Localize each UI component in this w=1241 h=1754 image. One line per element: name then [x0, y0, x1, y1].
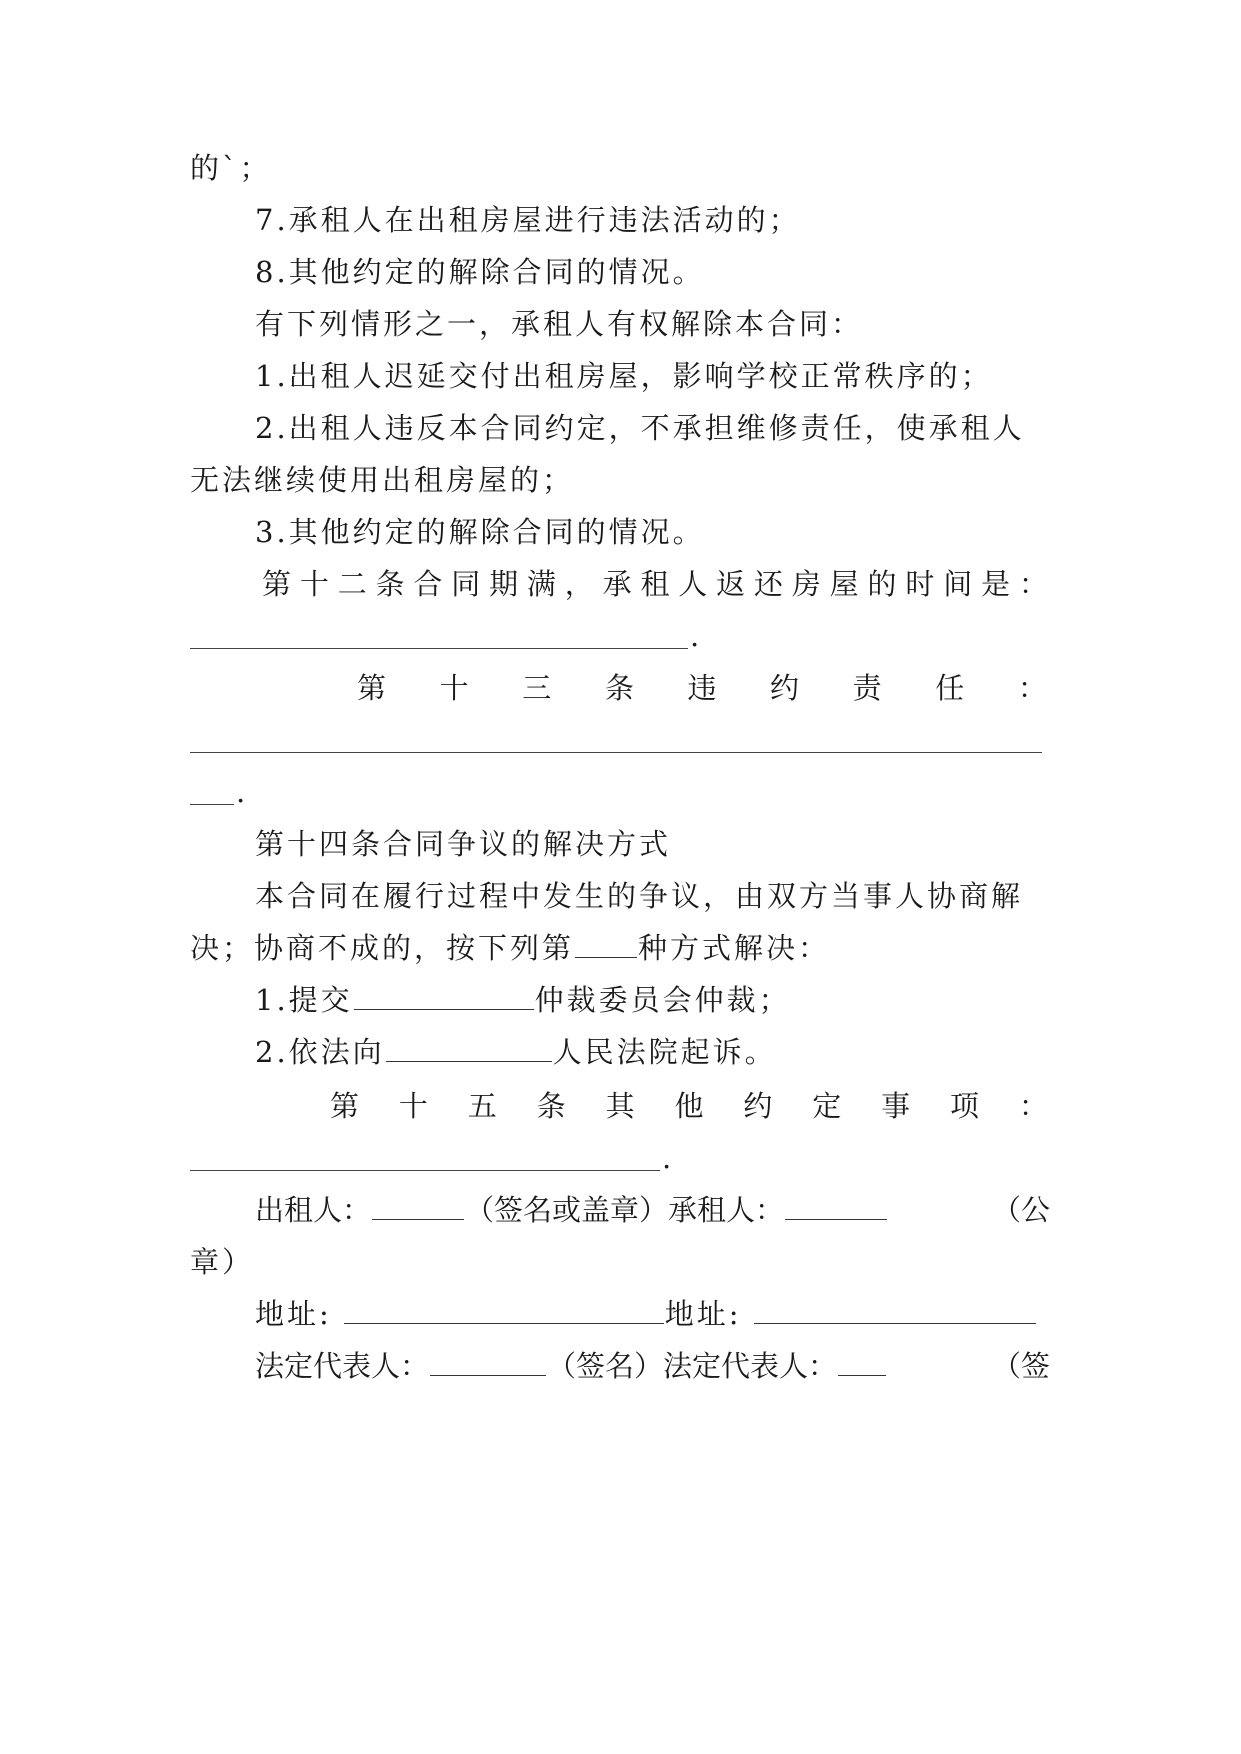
lessee-legal-rep-blank[interactable]: [838, 1349, 886, 1376]
period: .: [690, 619, 700, 653]
lessor-legal-rep-blank[interactable]: [430, 1349, 546, 1376]
text-segment: 人民法院起诉。: [552, 1035, 777, 1069]
period: .: [662, 1141, 672, 1175]
text-segment: （公: [991, 1193, 1050, 1227]
char: 三: [522, 671, 552, 705]
option-2: [255, 1032, 1050, 1072]
court-blank[interactable]: [386, 1035, 552, 1062]
lessor-legal-rep-label: 法定代表人： （签名）法定代表人：: [255, 1346, 887, 1386]
char: 项: [950, 1089, 980, 1123]
char: 责: [852, 671, 882, 705]
char: 五: [467, 1089, 497, 1123]
clause-item-2-cont: 无法继续使用出租房屋的；: [190, 463, 575, 497]
lessee-address-blank[interactable]: [754, 1297, 1036, 1324]
char: 二: [337, 567, 367, 601]
char: 十: [299, 567, 329, 601]
char: 同: [451, 567, 481, 601]
article-13-heading: [357, 668, 1047, 708]
char: 满: [526, 567, 556, 601]
char: 返: [716, 567, 746, 601]
char: ，: [564, 567, 594, 601]
text-segment: 仲裁委员会仲裁；: [534, 983, 791, 1017]
char: 屋: [829, 567, 859, 601]
char: 任: [935, 671, 965, 705]
char: 时: [905, 567, 935, 601]
char: 租: [640, 567, 670, 601]
char: 第: [357, 671, 387, 705]
char: 十: [398, 1089, 428, 1123]
char: 第: [262, 567, 292, 601]
legal-rep-line: [255, 1346, 1050, 1386]
text-segment: 2.依法向: [255, 1035, 385, 1069]
char: 合: [413, 567, 443, 601]
text-segment: 种方式解决：: [638, 931, 831, 965]
address-line: [255, 1294, 1050, 1334]
char: 十: [439, 671, 469, 705]
char: 的: [867, 567, 897, 601]
article-12-heading: [262, 564, 1048, 604]
option-number-blank[interactable]: [575, 931, 637, 958]
clause-item-3: 3.其他约定的解除合同的情况。: [255, 515, 705, 549]
return-date-blank[interactable]: [190, 648, 688, 649]
char: 承: [602, 567, 632, 601]
char: ：: [1017, 671, 1047, 705]
clause-item-2: 2.出租人违反本合同约定，不承担维修责任，使承租人: [255, 411, 1025, 445]
lessee-signature-blank[interactable]: [785, 1193, 887, 1220]
char: 他: [674, 1089, 704, 1123]
other-matters-blank[interactable]: [190, 1170, 660, 1171]
liability-blank-line-2[interactable]: [190, 804, 234, 805]
char: 人: [678, 567, 708, 601]
article-14-text: 本合同在履行过程中发生的争议，由双方当事人协商解: [255, 879, 1024, 913]
lessor-address-blank[interactable]: [344, 1297, 664, 1324]
char: ：: [1018, 1089, 1048, 1123]
text-line: 的`；: [190, 151, 272, 185]
article-14-heading: 第十四条合同争议的解决方式: [255, 827, 672, 861]
char: 第: [330, 1089, 360, 1123]
char: 期: [489, 567, 519, 601]
clause-item-7: 7.承租人在出租房屋进行违法活动的；: [255, 203, 801, 237]
lessor-signature-blank[interactable]: [372, 1193, 464, 1220]
char: 条: [375, 567, 405, 601]
signature-line-1-cont: 章）: [190, 1245, 255, 1279]
char: 定: [812, 1089, 842, 1123]
char: 条: [536, 1089, 566, 1123]
option-1: [255, 980, 1050, 1020]
article-15-heading: [330, 1086, 1048, 1126]
clause-item-8: 8.其他约定的解除合同的情况。: [255, 255, 705, 289]
clause-item-1: 1.出租人迟延交付出租房屋，影响学校正常秩序的；: [255, 359, 993, 393]
char: 其: [605, 1089, 635, 1123]
lessor-address-label: 地址:: [255, 1297, 332, 1331]
char: 房: [791, 567, 821, 601]
char: 违: [687, 671, 717, 705]
text-segment: （签: [991, 1349, 1050, 1383]
char: ：: [1018, 567, 1048, 601]
lessee-address-label: 地址:: [664, 1297, 742, 1331]
text-segment: 1.提交: [255, 983, 353, 1017]
char: 还: [753, 567, 783, 601]
clause-intro: 有下列情形之一，承租人有权解除本合同：: [255, 307, 864, 341]
arbitration-committee-blank[interactable]: [354, 983, 534, 1010]
lessor-label: 出租人： （签名或盖章）承租人：: [255, 1190, 888, 1230]
char: 是: [981, 567, 1011, 601]
char: 事: [881, 1089, 911, 1123]
char: 条: [604, 671, 634, 705]
liability-blank-line-1[interactable]: [190, 752, 1042, 753]
char: 约: [743, 1089, 773, 1123]
period: .: [236, 775, 246, 809]
char: 约: [770, 671, 800, 705]
signature-line-1: [255, 1190, 1050, 1230]
char: 间: [943, 567, 973, 601]
text-segment: 决；协商不成的，按下列第: [190, 931, 575, 965]
article-14-text-cont: [190, 928, 1050, 968]
